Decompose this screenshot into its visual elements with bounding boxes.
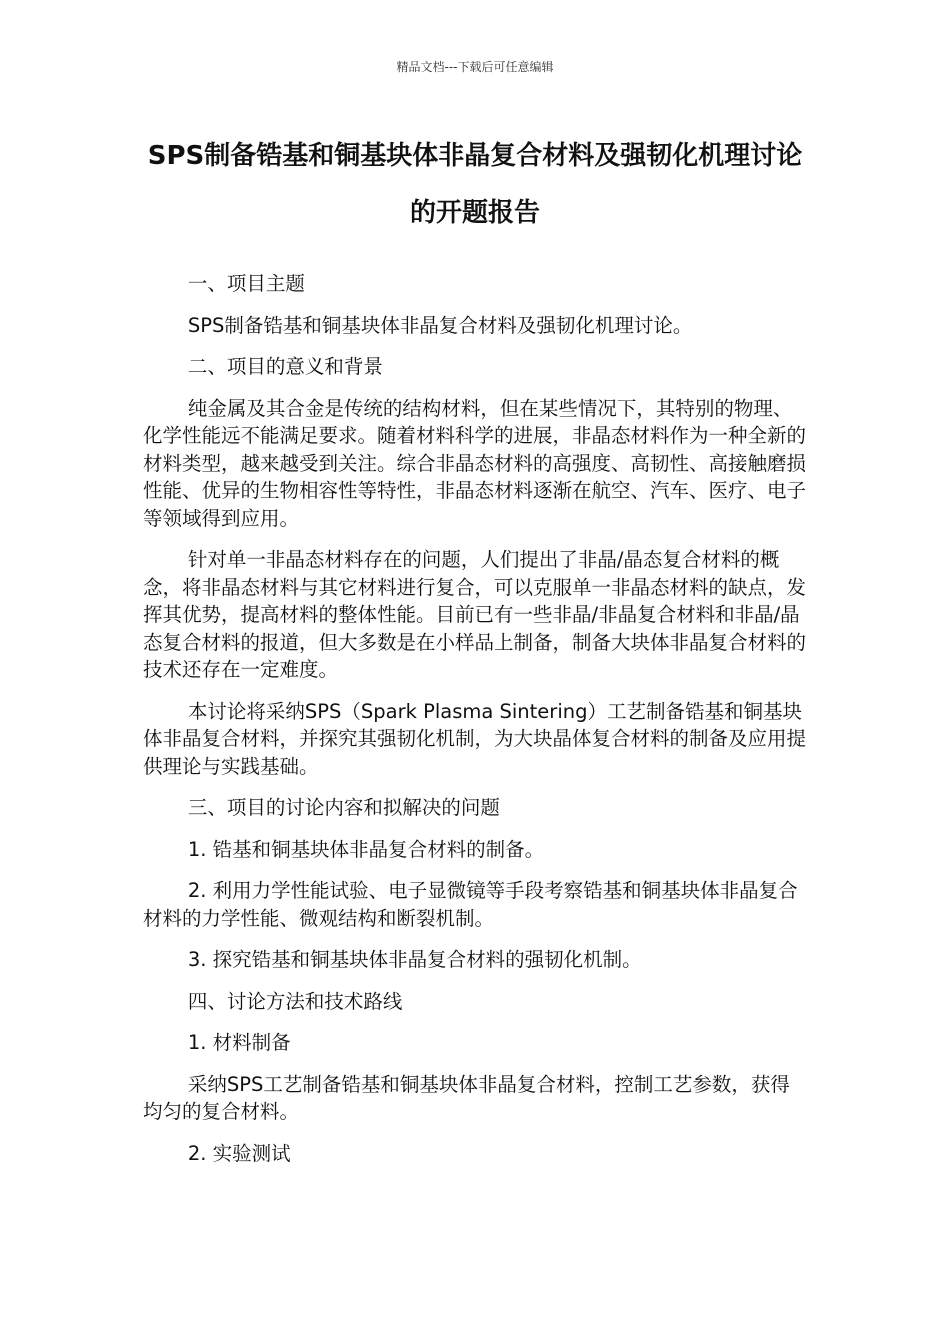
subheading-testing: 2. 实验测试 [187,1141,291,1165]
header-note: 精品文档---下载后可任意编辑 [396,60,554,74]
list-item-content-1: 1. 锆基和铜基块体非晶复合材料的制备。 [187,837,545,861]
section-heading-content: 三、项目的讨论内容和拟解决的问题 [187,796,500,819]
section-heading-methods: 四、讨论方法和技术路线 [187,989,403,1013]
document-title: SPS制备锆基和铜基块体非晶复合材料及强韧化机理讨论的开题报告 [147,141,803,228]
subheading-material-prep: 1. 材料制备 [187,1031,291,1054]
paragraph-material-prep: 采纳SPS工艺制备锆基和铜基块体非晶复合材料，控制工艺参数，获得均匀的复合材料。 [143,1072,790,1123]
list-item-content-3: 3. 探究锆基和铜基块体非晶复合材料的强韧化机制。 [187,948,642,971]
paragraph-background-2: 针对单一非晶态材料存在的问题，人们提出了非晶/晶态复合材料的概念，将非晶态材料与其它材料进行复合，可以克服单一非晶态材料的缺点，发挥其优势，提高材料的整体性能。目前已有一些非晶/非晶复合材料和非晶/晶态复合材料的报道，但大多数是在小样品上制备，制备大块体非晶复合材料的技术还存在一定难度。 [143,548,807,681]
section-heading-topic: 一、项目主题 [187,272,305,295]
paragraph-background-1: 纯金属及其合金是传统的结构材料，但在某些情况下，其特别的物理、化学性能远不能满足要求。随着材料科学的进展，非晶态材料作为一种全新的材料类型，越来越受到关注。综合非晶态材料的高强度、高韧性、高接触磨损性能、优异的生物相容性等特性，非晶态材料逐渐在航空、汽车、医疗、电子等领域得到应用。 [143,396,807,530]
list-item-content-2: 2. 利用力学性能试验、电子显微镜等手段考察锆基和铜基块体非晶复合材料的力学性能、微观结构和断裂机制。 [143,879,798,930]
paragraph-topic: SPS制备锆基和铜基块体非晶复合材料及强韧化机理讨论。 [187,313,693,337]
document-body [143,270,809,1181]
section-heading-background: 二、项目的意义和背景 [187,355,383,378]
paragraph-background-3: 本讨论将采纳SPS（Spark Plasma Sintering）工艺制备锆基和铜基块体非晶复合材料，并探究其强韧化机制，为大块晶体复合材料的制备及应用提供理论与实践基础。 [143,699,807,778]
